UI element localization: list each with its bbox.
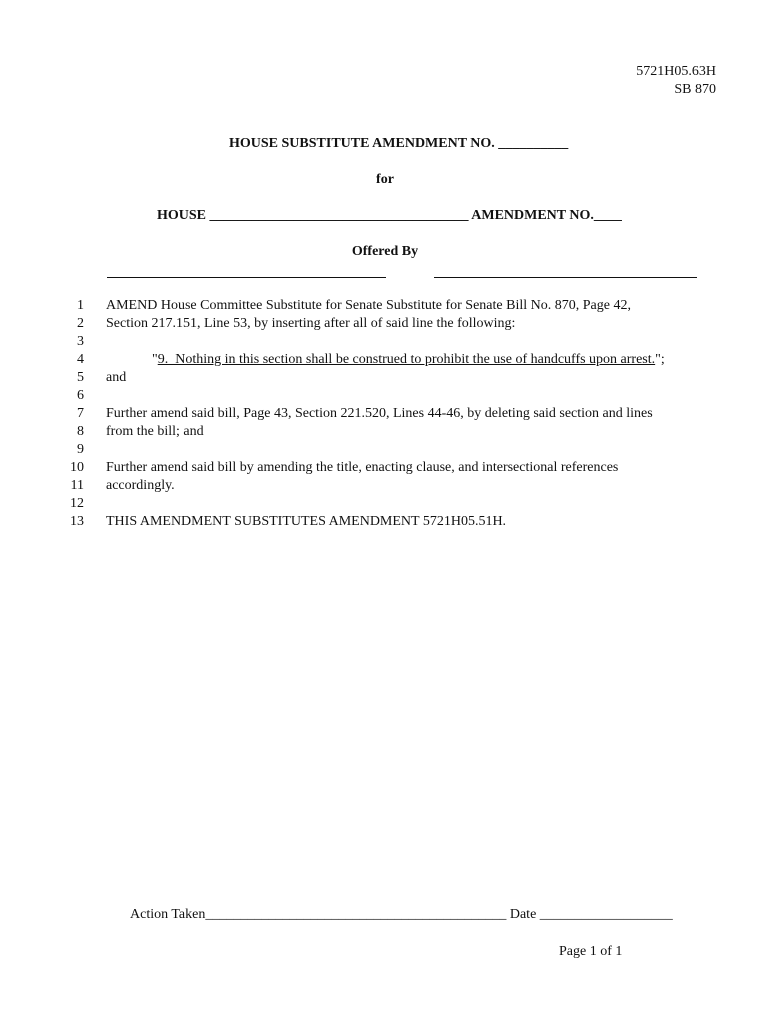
line-number: 8 <box>77 424 84 439</box>
offered-by-signature-line-right <box>434 277 697 278</box>
further-amend-delete-line-1: Further amend said bill, Page 43, Section 221.520, Lines 44-46, by deleting said section and lines <box>106 406 653 421</box>
line-number: 2 <box>77 316 84 331</box>
amend-text-line-1: AMEND House Committee Substitute for Senate Substitute for Senate Bill No. 870, Page 42, <box>106 298 631 313</box>
line-number: 12 <box>70 496 84 511</box>
action-taken-line: ___________________________________________ <box>205 907 507 922</box>
date-label: Date <box>509 907 537 922</box>
page-number: Page 1 of 1 <box>559 944 623 959</box>
open-quote: " <box>152 352 158 367</box>
for-label: for <box>376 172 394 187</box>
line-number: 5 <box>77 370 84 385</box>
amendment-title: HOUSE SUBSTITUTE AMENDMENT NO. __________ <box>229 136 569 151</box>
offered-by-signature-line-left <box>107 277 386 278</box>
and-text: and <box>106 370 127 385</box>
line-number: 9 <box>77 442 84 457</box>
inserted-text-line <box>152 352 665 368</box>
line-number: 11 <box>70 478 84 493</box>
further-amend-title-line-2: accordingly. <box>106 478 175 493</box>
line-number: 1 <box>77 298 84 313</box>
date-line: ___________________ <box>539 907 673 922</box>
action-taken-row <box>130 907 673 923</box>
close-quote: "; <box>655 352 665 367</box>
inserted-provision: 9. Nothing in this section shall be construed to prohibit the use of handcuffs upon arrest. <box>157 352 656 367</box>
line-number: 7 <box>77 406 84 421</box>
line-number: 6 <box>77 388 84 403</box>
document-id: 5721H05.63H <box>636 64 716 79</box>
line-number: 13 <box>70 514 84 529</box>
line-number: 10 <box>70 460 84 475</box>
offered-by-label: Offered By <box>351 244 419 259</box>
house-amendment-line: HOUSE _____________________________________ AMENDMENT NO.____ <box>157 208 622 223</box>
further-amend-delete-line-2: from the bill; and <box>106 424 204 439</box>
action-taken-label: Action Taken <box>130 907 206 922</box>
line-number: 3 <box>77 334 84 349</box>
further-amend-title-line-1: Further amend said bill by amending the title, enacting clause, and intersectional references <box>106 460 619 475</box>
bill-number: SB 870 <box>674 82 716 97</box>
line-number: 4 <box>77 352 84 367</box>
amend-text-line-2: Section 217.151, Line 53, by inserting after all of said line the following: <box>106 316 516 331</box>
substitution-statement: THIS AMENDMENT SUBSTITUTES AMENDMENT 5721H05.51H. <box>106 514 507 529</box>
